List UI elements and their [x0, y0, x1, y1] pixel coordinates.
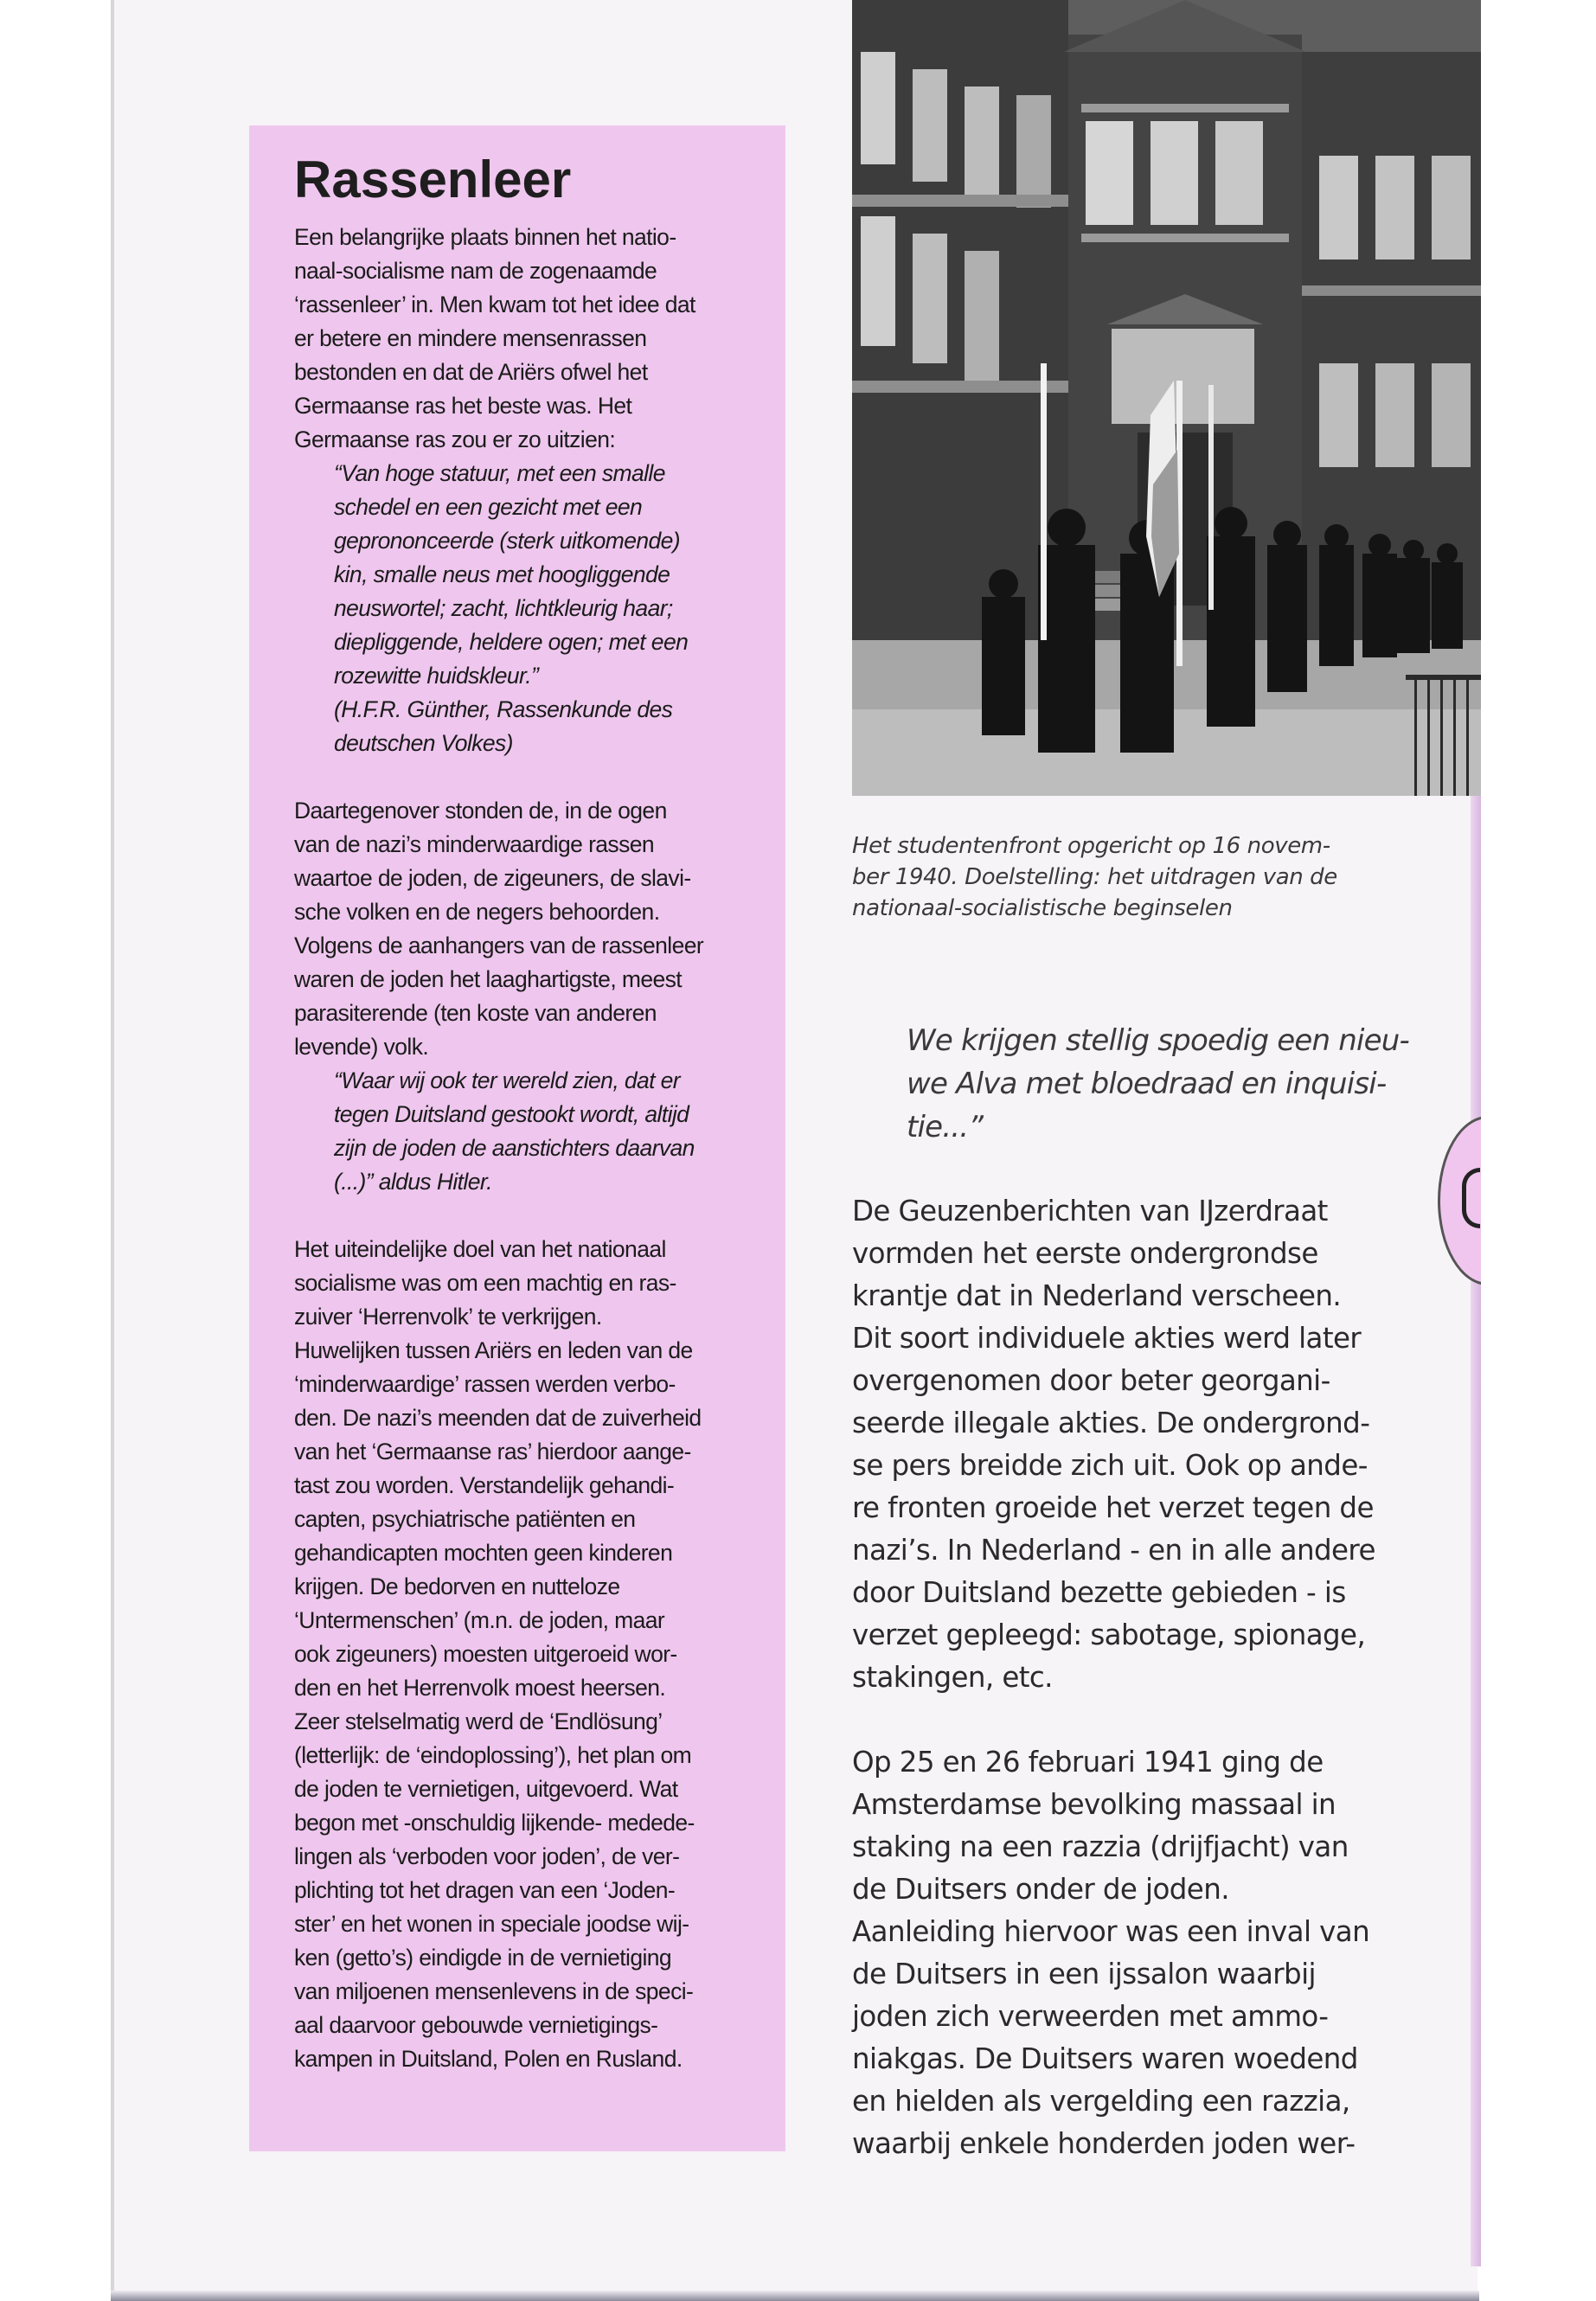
text-line: den. De nazi’s meenden dat de zuiverheid	[294, 1405, 702, 1431]
text-line: vormden het eerste ondergrondse	[852, 1237, 1318, 1270]
sidebar-rassenleer	[249, 125, 785, 2151]
text-line: Germaanse ras zou er zo uitzien:	[294, 426, 616, 452]
page-left-edge	[111, 0, 114, 2301]
text-line: aal daarvoor gebouwde vernietigings-	[294, 2012, 658, 2038]
text-line: plichting tot het dragen van een ‘Joden-	[294, 1877, 676, 1903]
text-line: Aanleiding hiervoor was een inval van	[852, 1915, 1370, 1948]
text-line: parasiterende (ten koste van anderen	[294, 1000, 657, 1026]
text-line: Een belangrijke plaats binnen het natio-	[294, 224, 676, 250]
text-line: de Duitsers in een ijssalon waarbij	[852, 1958, 1316, 1990]
text-line: bestonden en dat de Ariërs ofwel het	[294, 359, 648, 385]
text-line: ‘minderwaardige’ rassen werden verbo-	[294, 1371, 676, 1397]
photo-illustration	[852, 0, 1481, 796]
text-line: Daartegenover stonden de, in de ogen	[294, 798, 667, 824]
quote-line: geprononceerde (sterk uitkomende)	[334, 528, 681, 554]
text-line: se pers breidde zich uit. Ook op ande-	[852, 1449, 1368, 1482]
quote-line: “Van hoge statuur, met een smalle	[334, 460, 665, 486]
text-line: waartoe de joden, de zigeuners, de slavi-	[294, 865, 691, 891]
text-line: tast zou worden. Verstandelijk gehandi-	[294, 1472, 675, 1498]
caption-line: nationaal-socialistische beginselen	[852, 895, 1233, 921]
scan-right-margin-mask	[1481, 1107, 1550, 1289]
quote-line: “Waar wij ook ter wereld zien, dat er	[334, 1067, 681, 1093]
text-line: naal-socialisme nam de zogenaamde	[294, 258, 657, 284]
main-body-text	[852, 1190, 1423, 2165]
text-line: lingen als ‘verboden voor joden’, de ver-	[294, 1843, 680, 1869]
pull-quote	[907, 1019, 1426, 1149]
photo-caption	[852, 830, 1458, 924]
body-paragraph-2	[852, 1741, 1423, 2165]
text-line: van het ‘Germaanse ras’ hierdoor aange-	[294, 1439, 691, 1465]
pull-quote-line: We krijgen stellig spoedig een nieu-	[907, 1023, 1410, 1058]
text-line: socialisme was om een machtig en ras-	[294, 1270, 676, 1296]
text-line: ster’ en het wonen in speciale joodse wij-	[294, 1911, 689, 1937]
text-line: seerde illegale akties. De ondergrond-	[852, 1407, 1370, 1439]
text-line: re fronten groeide het verzet tegen de	[852, 1491, 1374, 1524]
text-line: de joden te vernietigen, uitgevoerd. Wat	[294, 1776, 678, 1802]
sidebar-quote-hitler	[294, 1064, 740, 1199]
sidebar-title: Rassenleer	[294, 151, 572, 208]
text-line: stakingen, etc.	[852, 1661, 1053, 1694]
paragraph-gap	[294, 760, 740, 794]
text-line: waren de joden het laaghartigste, meest	[294, 966, 683, 992]
text-line: niakgas. De Duitsers waren woedend	[852, 2042, 1358, 2075]
text-line: en hielden als vergelding een razzia,	[852, 2085, 1350, 2118]
text-line: de Duitsers onder de joden.	[852, 1873, 1229, 1906]
sidebar-quote-gunther	[294, 457, 740, 760]
body-paragraph-1	[852, 1190, 1423, 1699]
text-line: Zeer stelselmatig werd de ‘Endlösung’	[294, 1708, 663, 1734]
quote-line: schedel en een gezicht met een	[334, 494, 643, 520]
text-line: joden zich verweerden met ammo-	[852, 2000, 1329, 2033]
text-line: ken (getto’s) eindigde in de vernietiging	[294, 1945, 672, 1971]
text-line: gehandicapten mochten geen kinderen	[294, 1540, 673, 1566]
text-line: waarbij enkele honderden joden wer-	[852, 2127, 1356, 2160]
text-line: ‘Untermenschen’ (m.n. de joden, maar	[294, 1607, 665, 1633]
sidebar-paragraph-3	[294, 1233, 740, 2076]
text-line: capten, psychiatrische patiënten en	[294, 1506, 636, 1532]
text-line: De Geuzenberichten van IJzerdraat	[852, 1195, 1328, 1227]
text-line: van de nazi’s minderwaardige rassen	[294, 831, 655, 857]
caption-line: ber 1940. Doelstelling: het uitdragen van de	[852, 864, 1337, 890]
quote-line: kin, smalle neus met hoogliggende	[334, 561, 670, 587]
quote-line: tegen Duitsland gestookt wordt, altijd	[334, 1101, 689, 1127]
chapter-tab-glyph	[1462, 1168, 1480, 1228]
quote-line: diepliggende, heldere ogen; met een	[334, 629, 689, 655]
text-line: begon met -onschuldig lijkende- medede-	[294, 1810, 695, 1836]
next-page-edge	[1471, 796, 1481, 2266]
text-line: Germaanse ras het beste was. Het	[294, 393, 632, 419]
quote-line: (...)” aldus Hitler.	[334, 1169, 492, 1195]
text-line: Dit soort individuele akties werd later	[852, 1322, 1362, 1355]
text-line: er betere en mindere mensenrassen	[294, 325, 647, 351]
caption-line: Het studentenfront opgericht op 16 novem-	[852, 833, 1330, 859]
text-line: krijgen. De bedorven en nutteloze	[294, 1574, 620, 1599]
quote-line: (H.F.R. Günther, Rassenkunde des	[334, 696, 673, 722]
text-line: kampen in Duitsland, Polen en Rusland.	[294, 2046, 683, 2072]
text-line: nazi’s. In Nederland - en in alle andere	[852, 1534, 1375, 1567]
text-line: zuiver ‘Herrenvolk’ te verkrijgen.	[294, 1304, 602, 1330]
sidebar-paragraph-2	[294, 794, 740, 1064]
text-line: ook zigeuners) moesten uitgeroeid wor-	[294, 1641, 677, 1667]
sidebar-paragraph-1	[294, 221, 740, 457]
quote-line: zijn de joden de aanstichters daarvan	[334, 1135, 695, 1161]
historical-photo-student-front	[852, 0, 1481, 796]
text-line: levende) volk.	[294, 1034, 429, 1060]
text-line: staking na een razzia (drijfjacht) van	[852, 1830, 1349, 1863]
quote-line: rozewitte huidskleur.”	[334, 663, 539, 689]
page-bottom-edge	[111, 2291, 1479, 2301]
quote-line: deutschen Volkes)	[334, 730, 513, 756]
text-line: den en het Herrenvolk moest heersen.	[294, 1675, 666, 1701]
pull-quote-line: tie...”	[907, 1110, 984, 1144]
text-line: door Duitsland bezette gebieden - is	[852, 1576, 1346, 1609]
text-line: Op 25 en 26 februari 1941 ging de	[852, 1746, 1324, 1779]
text-line: sche volken en de negers behoorden.	[294, 899, 660, 925]
text-line: van miljoenen mensenlevens in de speci-	[294, 1978, 694, 2004]
text-line: ‘rassenleer’ in. Men kwam tot het idee dat	[294, 292, 695, 317]
text-line: Huwelijken tussen Ariërs en leden van de	[294, 1337, 693, 1363]
text-line: Het uiteindelijke doel van het nationaal	[294, 1236, 666, 1262]
text-line: Volgens de aanhangers van de rassenleer	[294, 933, 704, 958]
paragraph-gap	[852, 1699, 1423, 1741]
text-line: Amsterdamse bevolking massaal in	[852, 1788, 1336, 1821]
paragraph-gap	[294, 1199, 740, 1233]
quote-line: neuswortel; zacht, lichtkleurig haar;	[334, 595, 673, 621]
text-line: overgenomen door beter georgani-	[852, 1364, 1330, 1397]
text-line: krantje dat in Nederland verscheen.	[852, 1279, 1342, 1312]
text-line: (letterlijk: de ‘eindoplossing’), het plan om	[294, 1742, 692, 1768]
text-line: verzet gepleegd: sabotage, spionage,	[852, 1618, 1366, 1651]
pull-quote-line: we Alva met bloedraad en inquisi-	[907, 1067, 1387, 1101]
